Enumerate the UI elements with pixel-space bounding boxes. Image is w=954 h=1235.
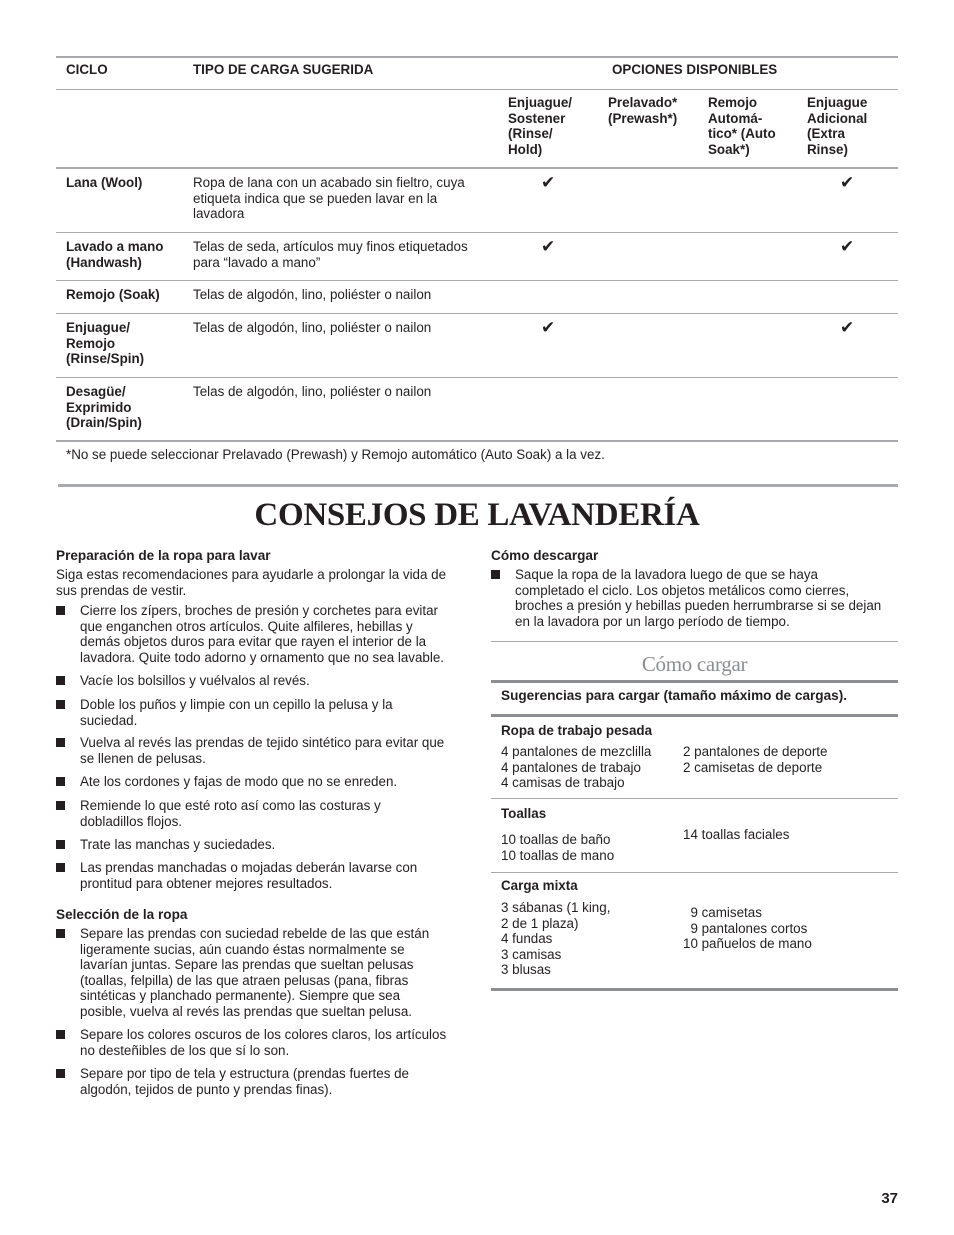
row-rule: [56, 280, 898, 281]
load-group-mixed-col2: 9 camisetas 9 pantalones cortos 10 pañuelos de mano: [683, 905, 812, 952]
load-group-rule: [491, 798, 898, 799]
row-cycle-drain-spin: Desagüe/ Exprimido (Drain/Spin): [66, 384, 142, 431]
prep-intro: Siga estas recomendaciones para ayudarle a prolongar la vida de sus prendas de vestir.: [56, 567, 447, 598]
table-top-rule: [56, 56, 898, 58]
load-table-heading: Sugerencias para cargar (tamaño máximo de cargas).: [501, 688, 848, 703]
table-footnote: *No se puede seleccionar Prelavado (Prewash) y Remojo automático (Auto Soak) a la vez.: [66, 447, 605, 462]
header-tipo-carga: TIPO DE CARGA SUGERIDA: [193, 62, 374, 77]
check-handwash-extra-rinse: ✔: [840, 237, 855, 257]
bullet-icon: [56, 700, 65, 709]
bullet-icon: [56, 1069, 65, 1078]
list-item: Remiende lo que esté roto así como las costuras y dobladillos flojos.: [56, 798, 470, 829]
check-wool-extra-rinse: ✔: [840, 173, 855, 193]
load-group-rule: [491, 872, 898, 873]
bullet-icon: [56, 606, 65, 615]
list-item: Separe por tipo de tela y estructura (prendas fuertes de algodón, tejidos de punto y prendas finas).: [56, 1066, 470, 1097]
list-item: Separe los colores oscuros de los colores claros, los artículos no desteñibles de los que sí lo son.: [56, 1027, 470, 1058]
check-wool-rinse-hold: ✔: [541, 173, 556, 193]
option-header-prewash: Prelavado* (Prewash*): [608, 95, 678, 126]
bullet-icon: [56, 1030, 65, 1039]
list-item: Vacíe los bolsillos y vuélvalos al revés.: [56, 673, 470, 689]
list-item: Ate los cordones y fajas de modo que no se enreden.: [56, 774, 470, 790]
prep-heading: Preparación de la ropa para lavar: [56, 548, 271, 563]
load-group-mixed-col1: 3 sábanas (1 king, 2 de 1 plaza) 4 fundas 3 camisas 3 blusas: [501, 900, 611, 978]
table-bottom-rule: [56, 440, 898, 442]
load-group-work-col2: 2 pantalones de deporte 2 camisetas de deporte: [683, 744, 828, 775]
page-number: 37: [881, 1190, 898, 1207]
option-header-rinse-hold: Enjuague/ Sostener (Rinse/ Hold): [508, 95, 572, 157]
page-title: CONSEJOS DE LAVANDERÍA: [254, 497, 700, 533]
header-opciones: OPCIONES DISPONIBLES: [612, 62, 778, 77]
list-item: Separe las prendas con suciedad rebelde de las que están ligeramente sucias, aún cuando éstas normalmente se lavarían juntas. Separe las prendas que sueltan pelusas (toallas, felpilla) de las que atraen pelusas (pana, fibras sintéticas y planchado permanente). Siempre que sea posible, vuelva al revés las prendas que sueltan pelusa.: [56, 926, 470, 1020]
bullet-icon: [56, 777, 65, 786]
row-cycle-rinse-spin: Enjuague/ Remojo (Rinse/Spin): [66, 320, 145, 367]
option-header-extra-rinse: Enjuague Adicional (Extra Rinse): [807, 95, 868, 157]
title-rule: [58, 484, 898, 487]
bullet-icon: [491, 570, 500, 579]
row-rule: [56, 377, 898, 378]
row-rule: [56, 167, 898, 169]
list-item: Doble los puños y limpie con un cepillo la pelusa y la suciedad.: [56, 697, 470, 728]
check-rinse-spin-extra-rinse: ✔: [840, 318, 855, 338]
section-rule: [491, 641, 898, 642]
selection-heading: Selección de la ropa: [56, 907, 188, 922]
row-load-wool: Ropa de lana con un acabado sin fieltro, cuya etiqueta indica que se pueden lavar en la lavadora: [193, 175, 465, 222]
list-item: Cierre los zípers, broches de presión y corchetes para evitar que enganchen otros artículos. Quite alfileres, hebillas y demás objetos duros para evitar que rayen el interior de la lavadora. Quite todo adorno y ornamento que no sea lavable.: [56, 603, 470, 665]
bullet-icon: [56, 801, 65, 810]
row-load-handwash: Telas de seda, artículos muy finos etiquetados para “lavado a mano”: [193, 239, 468, 270]
row-cycle-handwash: Lavado a mano (Handwash): [66, 239, 164, 270]
row-load-soak: Telas de algodón, lino, poliéster o nailon: [193, 287, 432, 302]
row-cycle-soak: Remojo (Soak): [66, 287, 160, 302]
load-table-header-rule: [491, 714, 898, 717]
list-item: Vuelva al revés las prendas de tejido sintético para evitar que se llenen de pelusas.: [56, 735, 470, 766]
load-section-title: Cómo cargar: [641, 652, 748, 676]
row-load-rinse-spin: Telas de algodón, lino, poliéster o nailon: [193, 320, 432, 335]
bullet-icon: [56, 929, 65, 938]
list-item: Trate las manchas y suciedades.: [56, 837, 470, 853]
row-rule: [56, 313, 898, 314]
check-handwash-rinse-hold: ✔: [541, 237, 556, 257]
row-load-drain-spin: Telas de algodón, lino, poliéster o nailon: [193, 384, 432, 399]
unload-heading: Cómo descargar: [491, 548, 599, 563]
bullet-icon: [56, 863, 65, 872]
load-table-top-rule: [491, 680, 898, 683]
load-group-heading-towels: Toallas: [501, 806, 547, 821]
load-group-work-col1: 4 pantalones de mezclilla 4 pantalones de trabajo 4 camisas de trabajo: [501, 744, 652, 791]
row-rule: [56, 232, 898, 233]
load-group-towels-col1: 10 toallas de baño 10 toallas de mano: [501, 832, 615, 863]
row-cycle-wool: Lana (Wool): [66, 175, 143, 190]
load-group-heading-work: Ropa de trabajo pesada: [501, 723, 653, 738]
load-group-towels-col2: 14 toallas faciales: [683, 827, 790, 842]
list-item: Las prendas manchadas o mojadas deberán lavarse con prontitud para obtener mejores resultados.: [56, 860, 470, 891]
option-header-auto-soak: Remojo Automá- tico* (Auto Soak*): [708, 95, 776, 157]
bullet-icon: [56, 738, 65, 747]
list-item: Saque la ropa de la lavadora luego de que se haya completado el ciclo. Los objetos metálicos como cierres, broches a presión y hebillas pueden herrumbrarse si se dejan en la lavadora por un largo período de tiempo.: [491, 567, 915, 629]
header-ciclo: CICLO: [66, 62, 108, 77]
check-rinse-spin-rinse-hold: ✔: [541, 318, 556, 338]
header-rule: [56, 89, 898, 90]
bullet-icon: [56, 840, 65, 849]
bullet-icon: [56, 676, 65, 685]
load-group-heading-mixed: Carga mixta: [501, 878, 578, 893]
load-table-bottom-rule: [491, 988, 898, 991]
